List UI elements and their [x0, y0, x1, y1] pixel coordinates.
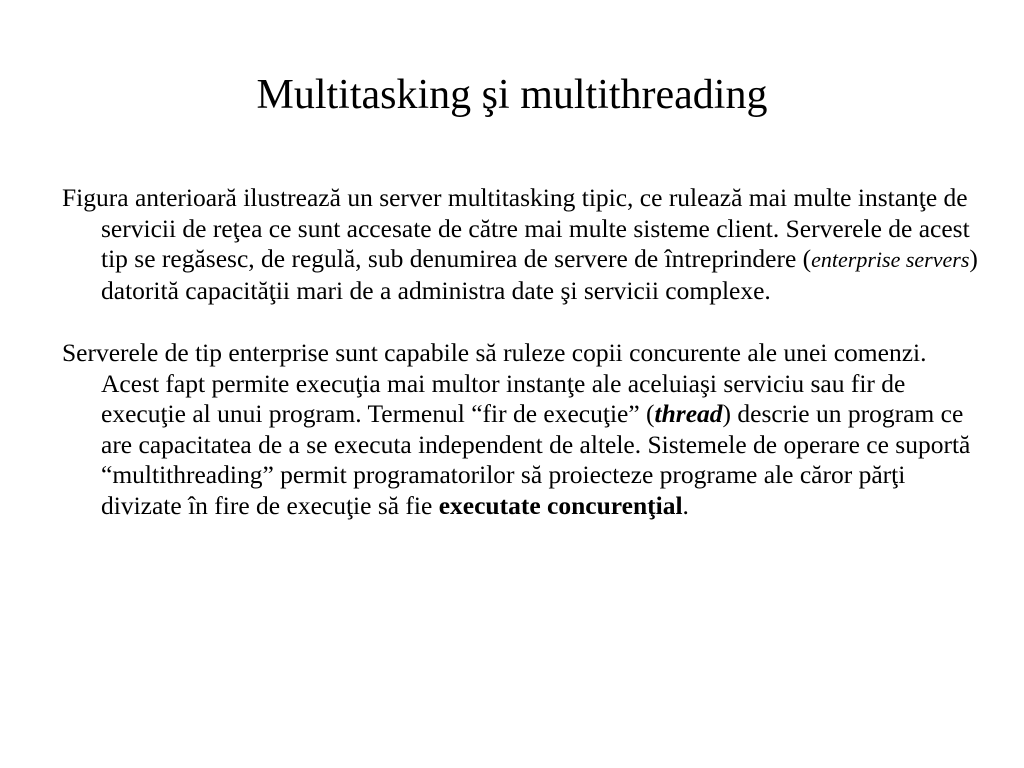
emphasis-executate-concurential: executate concurenţial	[438, 490, 683, 520]
paragraph-multithreading	[62, 338, 982, 521]
paragraph-2-text-b: ) descrie un program ce are capacitatea de a se executa independent de altele. Sistemele de operare ce suportă “multithreading” permit programatorilor să proiecteze programe ale căror părţi divizate în fire de execuţie să fie	[101, 399, 971, 520]
term-thread: thread	[654, 399, 723, 428]
paragraph-2-text-a: Serverele de tip enterprise sunt capabile să ruleze copii concurente ale unei comenzi. Acest fapt permite execuţia mai multor instanţe ale aceluiaşi serviciu sau fir de execuţie al unui program. Termenul “fir de execuţie” (	[62, 338, 927, 428]
term-enterprise-servers: enterprise servers	[811, 247, 970, 272]
paragraph-multitasking	[62, 183, 982, 306]
slide-title: Multitasking şi multithreading	[256, 72, 768, 118]
paragraph-2-text-c: .	[682, 490, 689, 520]
paragraph-1-text-a: Figura anterioară ilustrează un server multitasking tipic, ce rulează mai multe instanţe de servicii de reţea ce sunt accesate de către mai multe sisteme client. Serverele de acest tip se regăsesc, de regulă, sub denumirea de servere de întreprindere (	[62, 183, 970, 273]
slide-body	[62, 183, 982, 553]
paragraph-1-text-b: ) datorită capacităţii mari de a administra date şi servicii complexe.	[101, 244, 978, 305]
